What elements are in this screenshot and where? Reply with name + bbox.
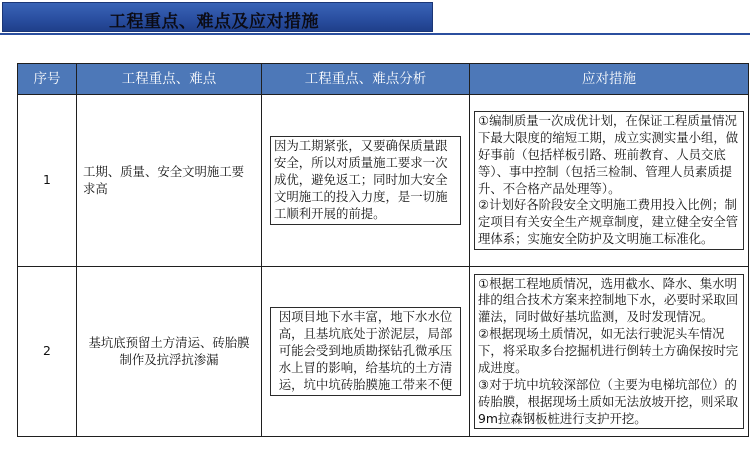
analysis-cell xyxy=(262,267,470,437)
table-row xyxy=(18,267,749,437)
analysis-box xyxy=(270,307,461,395)
row-number: 1 xyxy=(18,95,77,267)
key-point-cell: 基坑底预留土方清运、砖胎膜制作及抗浮抗渗漏 xyxy=(77,267,262,437)
row-number: 2 xyxy=(18,267,77,437)
header-analysis: 工程重点、难点分析 xyxy=(262,64,470,95)
page-title: 工程重点、难点及应对措施 xyxy=(109,12,319,32)
measures-box xyxy=(474,274,744,430)
measures-table xyxy=(17,63,749,437)
measure-item: ①根据工程地质情况，选用截水、降水、集水明排的组合技术方案来控制地下水，必要时采取回灌法，同时做好基坑监测，及时发现情况。 xyxy=(478,275,739,325)
analysis-text: 因为工期紧张，又要确保质量跟安全，所以对质量施工要求一次成优，避免返工；同时加大安全文明施工的投入力度，是一切施工顺利开展的前提。 xyxy=(274,138,448,221)
measures-cell xyxy=(470,95,749,267)
measures-box xyxy=(474,111,744,250)
measures-cell xyxy=(470,267,749,437)
header-key-point: 工程重点、难点 xyxy=(77,64,262,95)
table-row xyxy=(18,95,749,267)
measure-item: ②根据现场土质情况，如无法行驶泥头车情况下，将采取多台挖掘机进行倒转土方确保按时完成进度。 xyxy=(478,326,739,375)
table-header-row xyxy=(18,64,749,95)
analysis-text: 因项目地下水丰富，地下水水位高，且基坑底处于淤泥层，局部可能会受到地质勘探钻孔微承压水上冒的影响，给基坑的土方清运，坑中坑砖胎膜施工带来不便 xyxy=(278,309,453,392)
measure-item: ③对于坑中坑较深部位（主要为电梯坑部位）的砖胎膜，根据现场土质如无法放坡开挖，则采取9m拉森钢板桩进行支护开挖。 xyxy=(478,376,739,426)
analysis-cell xyxy=(262,95,470,267)
title-underline xyxy=(0,33,750,35)
measure-item: ①编制质量一次成优计划，在保证工程质量情况下最大限度的缩短工期，成立实测实量小组，做好事前（包括样板引路、班前教育、人员交底等）、事中控制（包括三检制、管理人员素质提升、不合格产品处理等）。 xyxy=(478,113,739,196)
key-point-cell: 工期、质量、安全文明施工要求高 xyxy=(77,95,262,267)
measure-item: ②计划好各阶段安全文明施工费用投入比例；制定项目有关安全生产规章制度，建立健全安全管理体系；实施安全防护及文明施工标准化。 xyxy=(478,197,739,247)
header-measures: 应对措施 xyxy=(470,64,749,95)
analysis-box xyxy=(270,136,461,224)
header-no: 序号 xyxy=(18,64,77,95)
title-banner xyxy=(2,2,433,32)
